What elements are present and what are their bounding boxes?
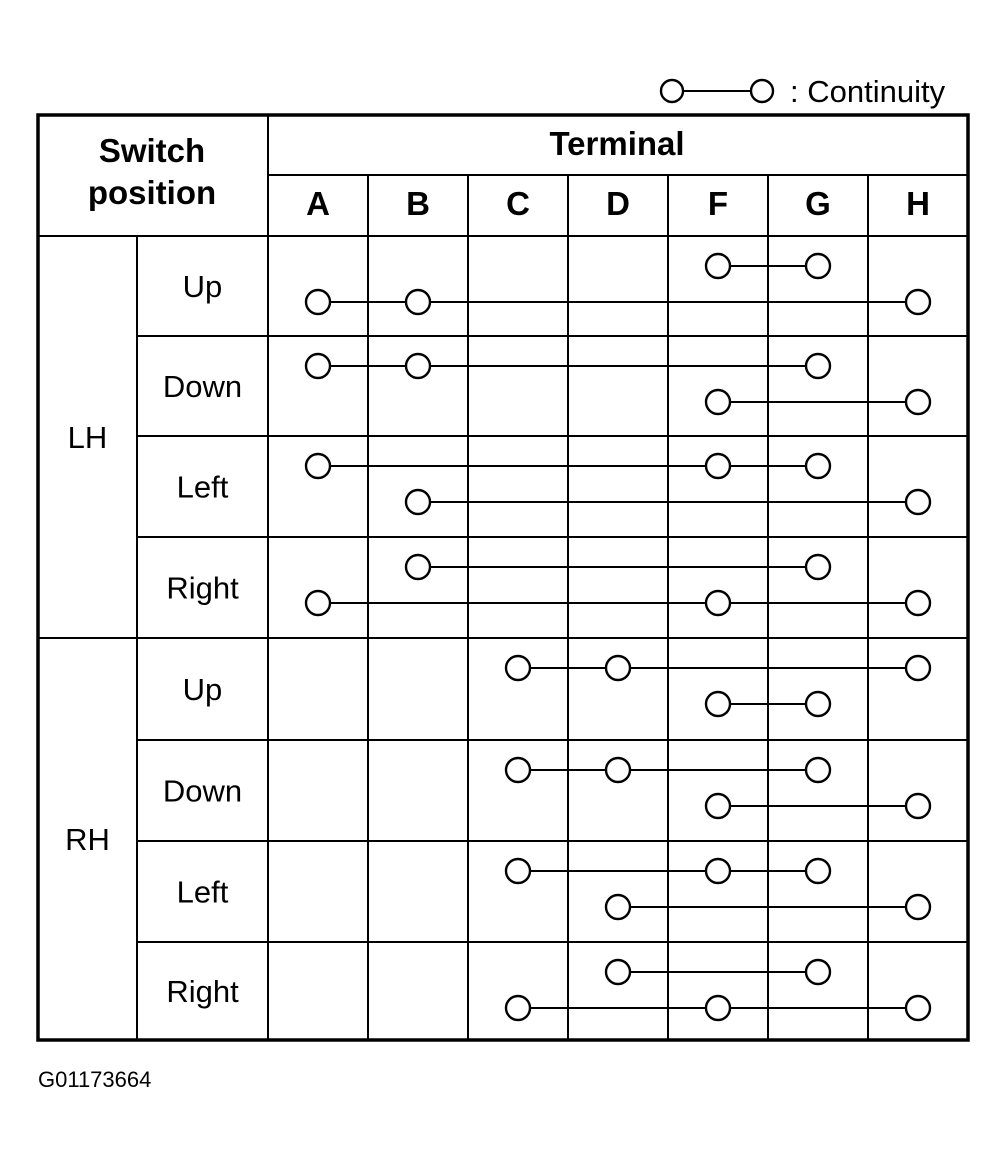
terminal-node-g [806, 454, 830, 478]
continuity-circuit-rh-right-2 [506, 996, 930, 1020]
terminal-node-h [906, 996, 930, 1020]
terminal-node-g [806, 692, 830, 716]
terminal-node-a [306, 591, 330, 615]
terminal-label-d: D [606, 185, 630, 222]
continuity-circuit-rh-right-1 [606, 960, 830, 984]
terminal-label-b: B [406, 185, 430, 222]
terminal-node-d [606, 758, 630, 782]
terminal-node-b [406, 490, 430, 514]
group-label-rh: RH [65, 822, 110, 857]
continuity-circuit-rh-down-2 [706, 794, 930, 818]
figure-code: G01173664 [38, 1067, 152, 1092]
switch-position-label-rh-down: Down [162, 773, 243, 809]
terminal-node-g [806, 354, 830, 378]
terminal-labels [306, 185, 930, 222]
terminal-node-g [806, 555, 830, 579]
terminal-node-a [306, 354, 330, 378]
group-label-lh: LH [67, 420, 108, 455]
terminal-node-f [706, 254, 730, 278]
terminal-node-c [506, 758, 530, 782]
terminal-node-g [806, 960, 830, 984]
terminal-node-c [506, 996, 530, 1020]
terminal-node-b [406, 354, 430, 378]
terminal-node-c [506, 656, 530, 680]
legend-node-right [751, 80, 773, 102]
terminal-node-h [906, 290, 930, 314]
terminal-node-h [906, 390, 930, 414]
switch-position-label-lh-down: Down [162, 369, 243, 404]
continuity-circuit-lh-right-2 [306, 591, 930, 615]
terminal-node-a [306, 454, 330, 478]
legend-node-left [661, 80, 683, 102]
terminal-node-d [606, 656, 630, 680]
terminal-node-a [306, 290, 330, 314]
switch-position-header-line1: Switch [98, 132, 206, 169]
terminal-node-h [906, 656, 930, 680]
terminal-label-c: C [506, 185, 530, 222]
continuity-circuit-rh-up-1 [506, 656, 930, 680]
terminal-node-f [706, 390, 730, 414]
terminal-node-g [806, 859, 830, 883]
switch-position-header-line2: position [87, 174, 217, 211]
terminal-node-g [806, 758, 830, 782]
switch-position-label-rh-left: Left [176, 874, 229, 910]
terminal-label-a: A [306, 185, 330, 222]
terminal-node-f [706, 859, 730, 883]
terminal-label-h: H [906, 185, 930, 222]
terminal-node-h [906, 490, 930, 514]
terminal-node-d [606, 895, 630, 919]
terminal-node-h [906, 895, 930, 919]
terminal-node-h [906, 794, 930, 818]
continuity-circuit-lh-right-1 [406, 555, 830, 579]
terminal-node-f [706, 454, 730, 478]
terminal-header: Terminal [549, 125, 685, 162]
terminal-label-f: F [707, 185, 729, 222]
terminal-node-b [406, 290, 430, 314]
terminal-node-f [706, 794, 730, 818]
switch-position-label-rh-up: Up [182, 672, 223, 707]
continuity-circuit-lh-down-2 [706, 390, 930, 414]
terminal-node-g [806, 254, 830, 278]
terminal-node-d [606, 960, 630, 984]
switch-position-label-lh-up: Up [182, 269, 223, 304]
switch-position-label-lh-right: Right [166, 570, 239, 606]
terminal-node-b [406, 555, 430, 579]
terminal-label-g: G [805, 185, 831, 222]
terminal-node-f [706, 996, 730, 1020]
terminal-node-f [706, 692, 730, 716]
continuity-circuit-lh-up-2 [306, 290, 930, 314]
terminal-node-c [506, 859, 530, 883]
legend-text: : Continuity [790, 74, 946, 109]
terminal-node-h [906, 591, 930, 615]
switch-position-label-rh-right: Right [166, 974, 239, 1009]
terminal-node-f [706, 591, 730, 615]
legend [661, 74, 946, 109]
switch-position-label-lh-left: Left [176, 469, 229, 505]
